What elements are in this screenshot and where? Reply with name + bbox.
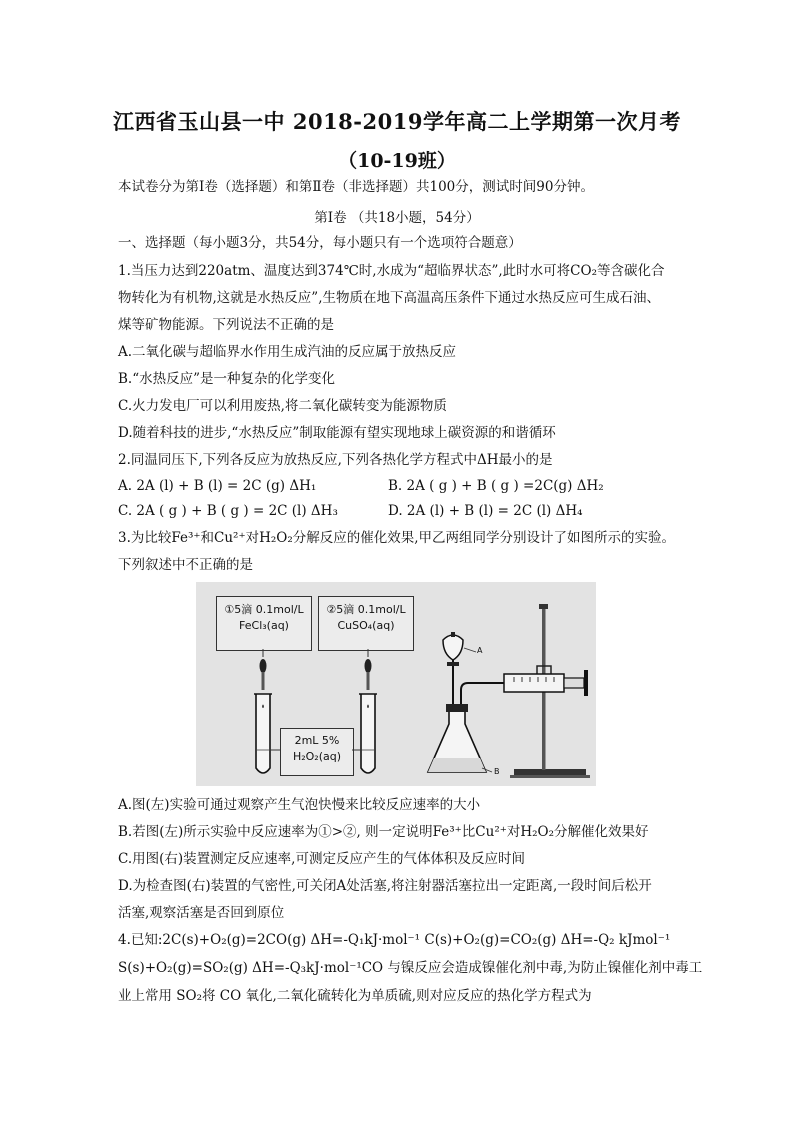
q1-option-d: D.随着科技的进步,“水热反应”制取能源有望实现地球上碳资源的和谐循环 (118, 425, 556, 441)
fecl3-label-line2: FeCl₃(aq) (239, 619, 289, 632)
dropper-left (260, 659, 267, 690)
intro-text: 本试卷分为第Ⅰ卷（选择题）和第Ⅱ卷（非选择题）共100分，测试时间90分钟。 (118, 179, 594, 195)
q1-stem-line2: 物转化为有机物,这就是水热反应”,生物质在地下高温高压条件下通过水热反应可生成石油、 (118, 290, 660, 306)
syringe (504, 670, 588, 696)
q3-stem-line1: 3.为比较Fe³⁺和Cu²⁺对H₂O₂分解反应的催化效果,甲乙两组同学分别设计了如图所示的实验。 (118, 530, 676, 546)
part1-heading: 第Ⅰ卷 （共18小题，54分） (314, 210, 480, 226)
q3-option-d-line2: 活塞,观察活塞是否回到原位 (118, 905, 285, 921)
exam-subtitle: （10-19班） (338, 150, 456, 172)
fecl3-label-line1: ①5滴 0.1mol/L (224, 603, 304, 616)
q1-stem-line3: 煤等矿物能源。下列说法不正确的是 (118, 317, 334, 333)
q4-stem-line3: 业上常用 SO₂将 CO 氧化,二氧化硫转化为单质硫,则对应反应的热化学方程式为 (118, 988, 592, 1004)
delivery-tube (461, 683, 504, 706)
section1-heading: 一、选择题（每小题3分，共54分，每小题只有一个选项符合题意） (118, 235, 522, 251)
label-b: B (494, 767, 500, 776)
apparatus-drawing (196, 582, 596, 786)
label-a: A (477, 646, 483, 655)
q2-option-b: B. 2A ( g ) + B ( g ) =2C(g) ΔH₂ (388, 478, 604, 494)
q3-option-a: A.图(左)实验可通过观察产生气泡快慢来比较反应速率的大小 (118, 797, 481, 813)
q1-option-c: C.火力发电厂可以利用废热,将二氧化碳转变为能源物质 (118, 398, 447, 414)
q4-stem-line2: S(s)+O₂(g)=SO₂(g) ΔH=-Q₃kJ·mol⁻¹CO 与镍反应会造成镍催化剂中毒,为防止镍催化剂中毒工 (118, 960, 703, 976)
q1-stem-line1: 1.当压力达到220atm、温度达到374℃时,水成为“超临界状态”,此时水可将CO₂等含碳化合 (118, 263, 665, 279)
q1-option-a: A.二氧化碳与超临界水作用生成汽油的反应属于放热反应 (118, 344, 457, 360)
test-tube-left (254, 694, 272, 773)
q3-option-d-line1: D.为检查图(右)装置的气密性,可关闭A处活塞,将注射器活塞拉出一定距离,一段时间后松开 (118, 878, 652, 894)
conical-flask (428, 704, 492, 772)
q3-option-b: B.若图(左)所示实验中反应速率为①>②, 则一定说明Fe³⁺比Cu²⁺对H₂O₂分解催化效果好 (118, 824, 649, 840)
exam-title: 江西省玉山县一中 2018-2019学年高二上学期第一次月考 (113, 109, 681, 134)
q4-stem-line1: 4.已知:2C(s)+O₂(g)=2CO(g) ΔH=-Q₁kJ·mol⁻¹ C(s)+O₂(g)=CO₂(g) ΔH=-Q₂ kJmol⁻¹ (118, 932, 671, 948)
cuso4-label-line1: ②5滴 0.1mol/L (326, 603, 406, 616)
q2-option-a: A. 2A (l) + B (l) = 2C (g) ΔH₁ (118, 478, 317, 494)
h2o2-label-line2: H₂O₂(aq) (292, 750, 342, 763)
q3-stem-line2: 下列叙述中不正确的是 (118, 557, 253, 573)
separatory-funnel (443, 632, 476, 710)
q2-option-c: C. 2A ( g ) + B ( g ) = 2C (l) ΔH₃ (118, 503, 338, 519)
dropper-right (365, 659, 372, 690)
q2-option-d: D. 2A (l) + B (l) = 2C (l) ΔH₄ (388, 503, 583, 519)
cuso4-label-line2: CuSO₄(aq) (337, 619, 395, 632)
test-tube-right (359, 694, 377, 773)
q3-option-c: C.用图(右)装置测定反应速率,可测定反应产生的气体体积及反应时间 (118, 851, 525, 867)
experiment-figure (196, 582, 596, 786)
q2-stem: 2.同温同压下,下列各反应为放热反应,下列各热化学方程式中ΔH最小的是 (118, 452, 553, 468)
q1-option-b: B.“水热反应”是一种复杂的化学变化 (118, 371, 336, 387)
h2o2-label-line1: 2mL 5% (294, 734, 340, 747)
